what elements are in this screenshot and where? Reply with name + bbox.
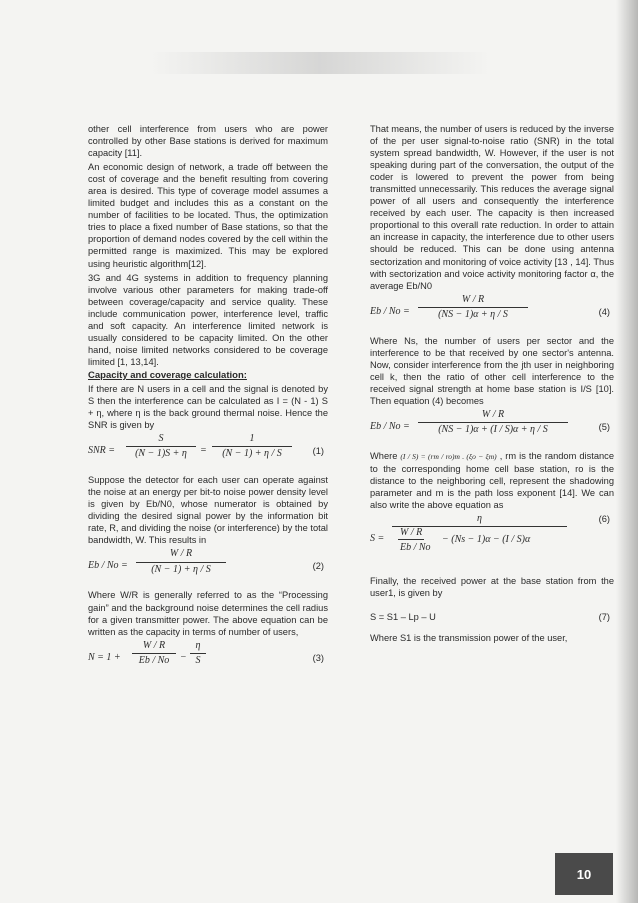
paragraph: An economic design of network, a trade off between the cost of coverage and the benefit resulting from covering area is desired. This type of coverage model assumes a limited budget and includes this as a constant on the number of facilities to be located. Thus, the optimization tries to place a fixed number of Base stations, so that the proportion of demand nodes covered by the cell within the permitted range is maximized. This may be explored using heuristic algorithm[12]. xyxy=(88,162,328,269)
equation-number: (3) xyxy=(312,652,324,663)
eq-denominator xyxy=(392,527,567,564)
eq-lhs: Eb / No = xyxy=(88,560,128,572)
eq-denominator: (N − 1)S + η xyxy=(135,448,187,460)
eq-lhs: SNR = xyxy=(88,445,116,457)
eq-denominator: Eb / No xyxy=(138,654,170,666)
right-column xyxy=(370,123,614,646)
eq-sub-numerator: W / R xyxy=(398,527,424,540)
eq-numerator: S xyxy=(126,433,196,447)
eq-fraction xyxy=(132,640,176,667)
paragraph: If there are N users in a cell and the signal is denoted by S then the interference can be calculated as I = (N - 1) S + η, where η is the back ground thermal noise. Hence the SNR is given by xyxy=(88,383,328,431)
equation-3 xyxy=(88,640,328,678)
eq-lhs: N = 1 + xyxy=(88,651,121,663)
equation-number: (5) xyxy=(598,421,610,432)
paragraph xyxy=(370,450,614,511)
eq-numerator: W / R xyxy=(418,294,528,308)
eq-fraction xyxy=(136,548,226,575)
eq-numerator: η xyxy=(392,513,567,527)
paragraph: Where S1 is the transmission power of the user, xyxy=(370,633,568,644)
eq-numerator: 1 xyxy=(212,433,292,447)
eq-fraction xyxy=(190,640,206,667)
left-column xyxy=(88,123,328,681)
inline-formula: (I / S) = (rm / ro)m . (ξo − ξm) xyxy=(400,451,497,461)
eq-text: S = S1 – Lp – U xyxy=(370,612,436,623)
eq-operator: − xyxy=(180,651,187,663)
equation-7 xyxy=(370,609,614,629)
equation-5 xyxy=(370,409,614,447)
equation-number: (2) xyxy=(312,561,324,572)
section-heading: Capacity and coverage calculation: xyxy=(88,369,247,381)
equation-number: (1) xyxy=(312,446,324,457)
paragraph: Suppose the detector for each user can operate against the noise at an energy per bit-to noise power density level is given by Eb/N0, whose numerator is obtained by dividing the desired signal power by the information bit rate, R, and dividing the noise (or interference) by the total bandwidth, W. This results in xyxy=(88,475,328,546)
equation-4 xyxy=(370,294,614,332)
eq-denominator: (N − 1) + η / S xyxy=(151,563,211,575)
paragraph: 3G and 4G systems in addition to frequency planning involve various other parameters for making trade-off between coverage/capacity and service quality. These include communication power, interference level, traffic and soft capacity. An interference limited network is usually considered to be capacity limited. On the other hand, noise limited networks considered to be coverage limited [1, 13,14]. xyxy=(88,272,328,367)
eq-numerator: W / R xyxy=(136,548,226,562)
page-number-badge: 10 xyxy=(555,853,613,895)
eq-fraction xyxy=(212,433,292,460)
paragraph: Where W/R is generally referred to as the “Processing gain” and the background noise determines the cell radius for a given transmitter power. The above equation can be written as the capacity in terms of number of users, xyxy=(88,590,328,637)
equation-number: (6) xyxy=(598,514,610,525)
eq-numerator: W / R xyxy=(132,640,176,654)
paragraph: That means, the number of users is reduced by the inverse of the per user signal-to-noise ratio (SNR) in the total system spread bandwidth, W. However, if the user is not speaking during part of the conversation, the output of the coder is lowered to prevent the power from being transmitted unnecessarily. This reduces the average signal power of all users and consequently the interference received by each user. The capacity is then increased proportional to this overall rate reduction. In order to attain an increase in capacity, the interference due to other users should be reduced. This can be done using antenna sectorization and monitoring of voice activity [13 , 14]. Thus with sectorization and voice activity monitoring factor α, the average Eb/N0 xyxy=(370,124,614,291)
eq-lhs: Eb / No = xyxy=(370,420,410,432)
paragraph: Finally, the received power at the base station from the user1, is given by xyxy=(370,576,614,599)
eq-numerator: W / R xyxy=(418,409,568,423)
eq-denominator: (NS − 1)α + (I / S)α + η / S xyxy=(438,423,548,435)
eq-fraction xyxy=(392,513,567,564)
eq-denominator: (N − 1) + η / S xyxy=(222,448,282,460)
eq-lhs: S = xyxy=(370,533,385,545)
equation-number: (4) xyxy=(598,306,610,317)
eq-fraction xyxy=(418,294,528,321)
eq-numerator: η xyxy=(190,640,206,654)
text-run: Where xyxy=(370,450,398,461)
equation-6 xyxy=(370,513,614,569)
equation-1 xyxy=(88,433,328,471)
equation-2 xyxy=(88,548,328,586)
eq-denominator-rest: − (Ns − 1)α − (I / S)α xyxy=(442,534,531,546)
eq-denominator: (NS − 1)α + η / S xyxy=(438,308,508,320)
equation-number: (7) xyxy=(598,612,610,623)
eq-operator: = xyxy=(200,445,207,457)
scan-header-band xyxy=(150,52,490,74)
eq-denominator: S xyxy=(195,654,201,666)
eq-lhs: Eb / No = xyxy=(370,305,410,317)
paragraph: other cell interference from users who are power controlled by other Base stations is derived for maximum capacity [11]. xyxy=(88,124,328,159)
paragraph: Where Ns, the number of users per sector and the interference to be that received by one sector's antenna. Now, consider interference from the jth user in neighboring cell k, then the ratio of other cell interference to the received signal strength at home base station is I/S [10]. Then equation (4) becomes xyxy=(370,335,614,406)
eq-fraction xyxy=(126,433,196,460)
eq-fraction xyxy=(418,409,568,436)
eq-sub-denominator: Eb / No xyxy=(400,542,431,554)
scan-edge-shadow xyxy=(616,0,638,903)
text-run: , rm is the random distance to the corresponding home cell base station, ro is the distance to the neighboring cell, represent the shadowing parameter and m is the path loss exponent [14]. We can also write the above equation as xyxy=(370,450,614,511)
